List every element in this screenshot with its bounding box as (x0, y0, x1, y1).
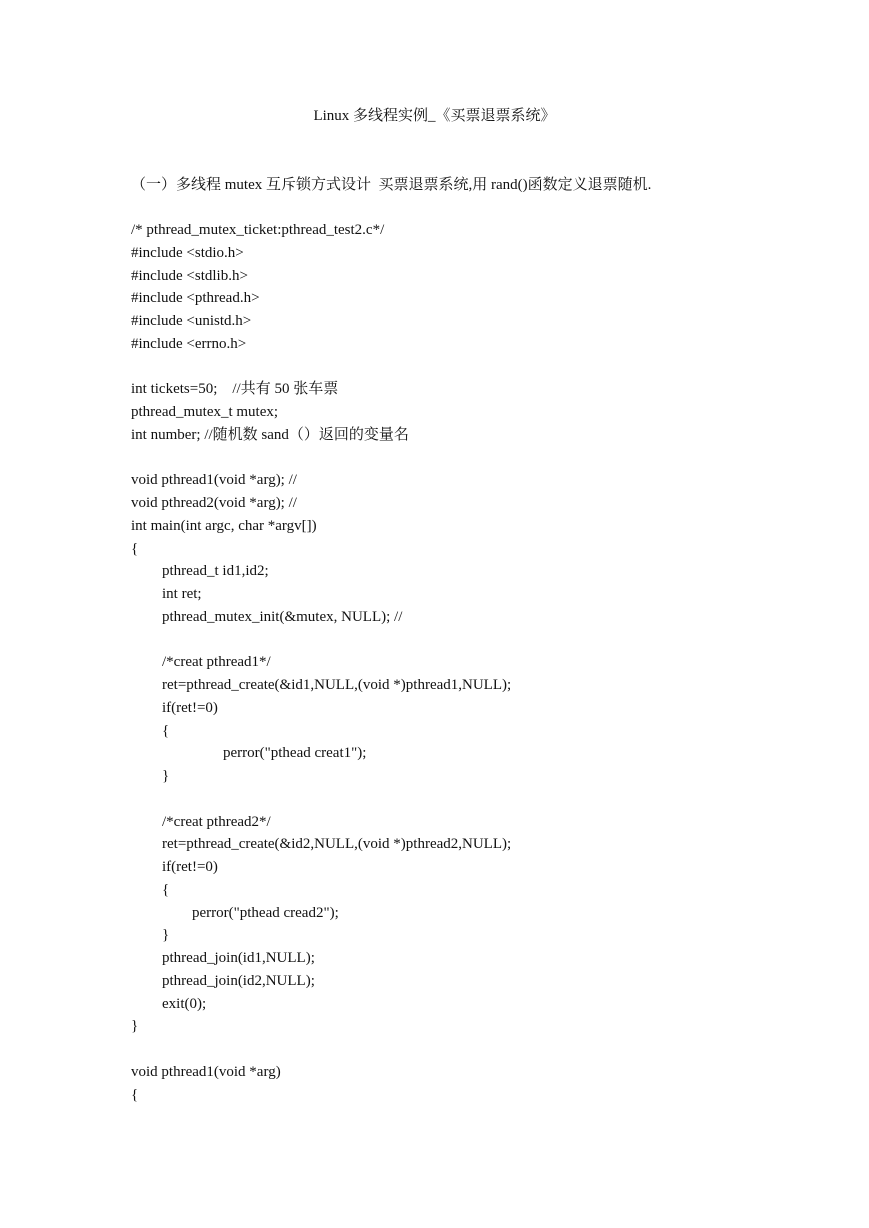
code-line: ret=pthread_create(&id1,NULL,(void *)pthread1,NULL); (162, 677, 512, 693)
code-line (131, 1038, 511, 1061)
code-line: perror("pthead creat1"); (223, 745, 367, 762)
code-line (131, 447, 511, 470)
code-line: { (162, 881, 170, 898)
code-line: perror("pthead cread2"); (192, 904, 339, 921)
code-line: pthread_t id1,id2; (162, 563, 269, 580)
code-line: int ret; (162, 586, 202, 602)
code-line: pthread_mutex_init(&mutex, NULL); // (162, 608, 403, 625)
code-line: } (162, 927, 170, 944)
code-line: pthread_join(id1,NULL); (162, 950, 315, 966)
code-line: int number; //随机数 sand（）返回的变量名 (131, 426, 409, 443)
code-line: int main(int argc, char *argv[]) (131, 517, 317, 534)
code-line: pthread_mutex_t mutex; (131, 404, 279, 420)
code-line: #include <pthread.h> (131, 290, 260, 307)
code-line: if(ret!=0) (162, 699, 218, 716)
code-line: /*creat pthread1*/ (162, 654, 271, 671)
code-line: #include <errno.h> (131, 335, 247, 352)
document-title: Linux 多线程实例_《买票退票系统》 (313, 108, 556, 124)
code-line (131, 629, 511, 652)
code-line: int tickets=50; //共有 50 张车票 (131, 381, 339, 398)
code-line (131, 356, 511, 379)
code-line: { (162, 722, 170, 739)
code-line: } (162, 768, 170, 784)
code-line: ret=pthread_create(&id2,NULL,(void *)pthread2,NULL); (162, 836, 512, 853)
code-line: } (131, 1018, 139, 1035)
code-line: void pthread2(void *arg); // (131, 495, 297, 511)
code-line: if(ret!=0) (162, 859, 218, 875)
code-line: exit(0); (162, 995, 207, 1012)
code-line: /*creat pthread2*/ (162, 813, 271, 830)
code-line: /* pthread_mutex_ticket:pthread_test2.c*/ (131, 222, 385, 238)
intro-paragraph: （一）多线程 mutex 互斥锁方式设计 买票退票系统,用 rand()函数定义退票随机. (131, 177, 652, 193)
code-block (131, 219, 511, 1106)
code-line: { (131, 540, 139, 557)
code-line: { (131, 1086, 139, 1103)
code-line: pthread_join(id2,NULL); (162, 972, 315, 989)
code-line: #include <stdlib.h> (131, 267, 248, 284)
code-line: #include <stdio.h> (131, 244, 244, 261)
code-line: void pthread1(void *arg); // (131, 472, 297, 489)
code-line: void pthread1(void *arg) (131, 1063, 281, 1080)
code-line (131, 788, 511, 811)
code-line: #include <unistd.h> (131, 313, 252, 329)
